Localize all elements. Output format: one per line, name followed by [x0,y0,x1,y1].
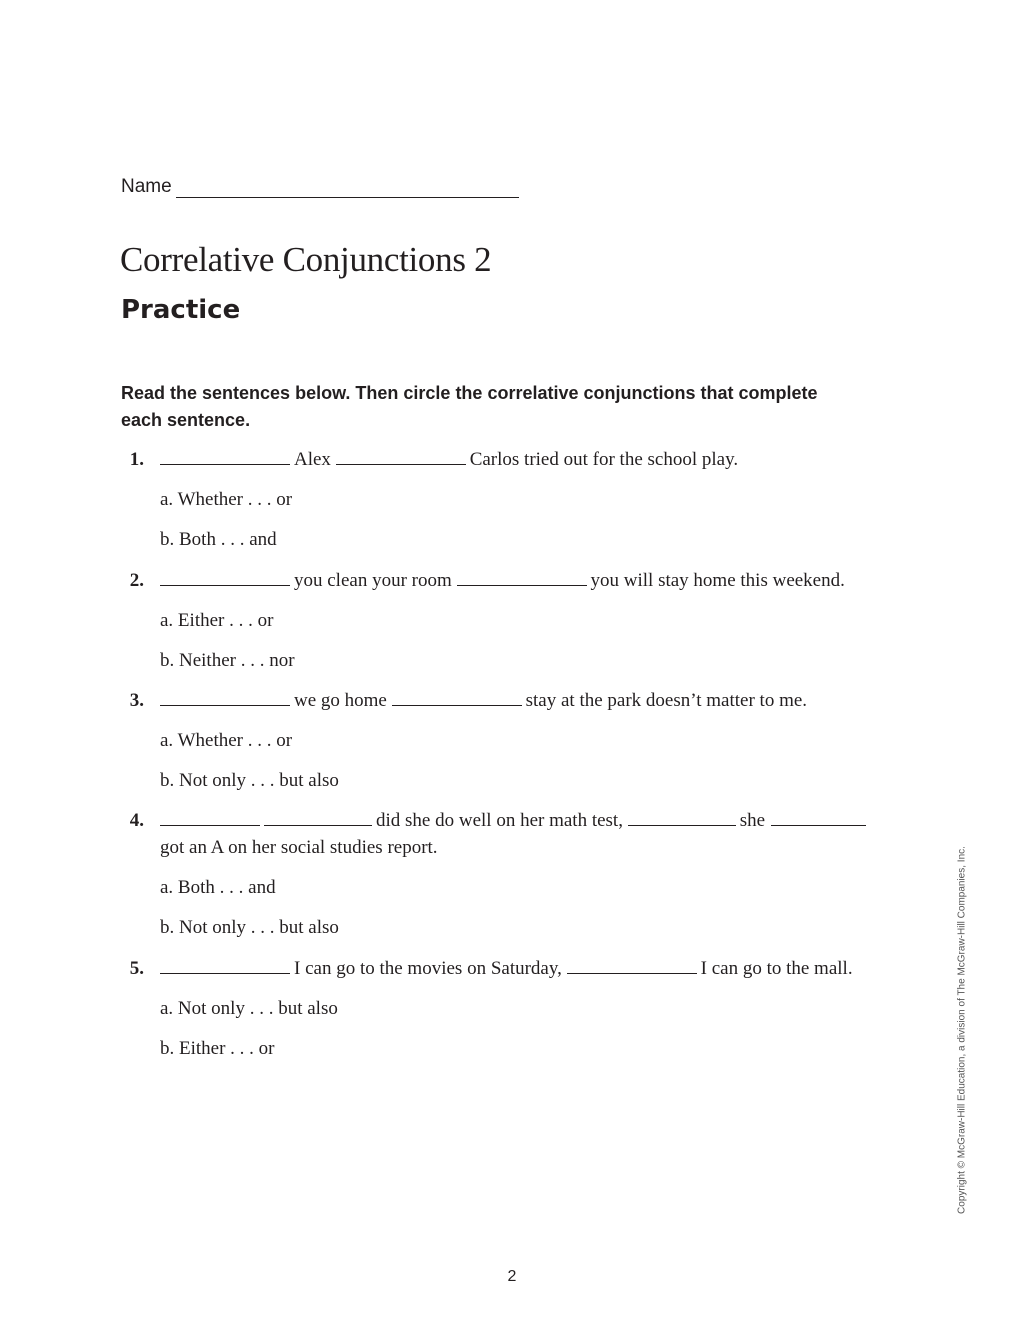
question-5 [120,955,920,1062]
sentence-text: Alex [294,449,331,470]
sentence-text: Carlos tried out for the school play. [469,449,739,470]
instructions: Read the sentences below. Then circle the correlative conjunctions that complete each sentence. [121,383,818,430]
question-number: 5. [129,958,144,979]
question-3 [120,687,920,794]
option-b[interactable]: b. Not only . . . but also [160,917,339,938]
answer-blank[interactable] [628,824,736,826]
sentence-text: I can go to the mall. [700,958,853,979]
name-blank[interactable] [176,177,519,198]
sentence-continuation: got an A on her social studies report. [160,837,438,858]
sentence-text: I can go to the movies on Saturday, [294,958,562,979]
worksheet-subtitle: Practice [121,295,241,325]
name-label: Name [121,176,172,197]
sentence-text: she [739,810,766,831]
question-number: 2. [129,570,144,591]
question-number: 3. [129,690,144,711]
option-a[interactable]: a. Whether . . . or [160,730,293,751]
worksheet-title: Correlative Conjunctions 2 [120,240,492,279]
answer-blank[interactable] [160,972,290,974]
question-number: 4. [129,810,144,831]
answer-blank[interactable] [160,463,290,465]
question-4 [120,807,920,941]
sentence-text: stay at the park doesn’t matter to me. [525,690,808,711]
answer-blank[interactable] [771,824,866,826]
option-a[interactable]: a. Both . . . and [160,877,276,898]
option-b[interactable]: b. Not only . . . but also [160,770,339,791]
answer-blank[interactable] [336,463,466,465]
option-b[interactable]: b. Both . . . and [160,529,277,550]
page-number: 2 [507,1268,517,1285]
sentence-text: did she do well on her math test, [376,810,623,831]
option-b[interactable]: b. Neither . . . nor [160,650,295,671]
answer-blank[interactable] [457,584,587,586]
question-number: 1. [129,449,144,470]
option-a[interactable]: a. Whether . . . or [160,489,293,510]
option-a[interactable]: a. Either . . . or [160,610,274,631]
answer-blank[interactable] [264,824,372,826]
answer-blank[interactable] [392,704,522,706]
answer-blank[interactable] [567,972,697,974]
option-b[interactable]: b. Either . . . or [160,1038,275,1059]
answer-blank[interactable] [160,584,290,586]
question-2 [120,567,920,674]
name-field-row [121,176,519,198]
sentence-text: we go home [294,690,387,711]
option-a[interactable]: a. Not only . . . but also [160,998,338,1019]
sentence-text: you clean your room [294,570,452,591]
answer-blank[interactable] [160,824,260,826]
copyright-text: Copyright © McGraw-Hill Education, a division of The McGraw-Hill Companies, Inc. [956,846,968,1214]
sentence-text: you will stay home this weekend. [590,570,845,591]
answer-blank[interactable] [160,704,290,706]
question-1 [120,446,920,553]
